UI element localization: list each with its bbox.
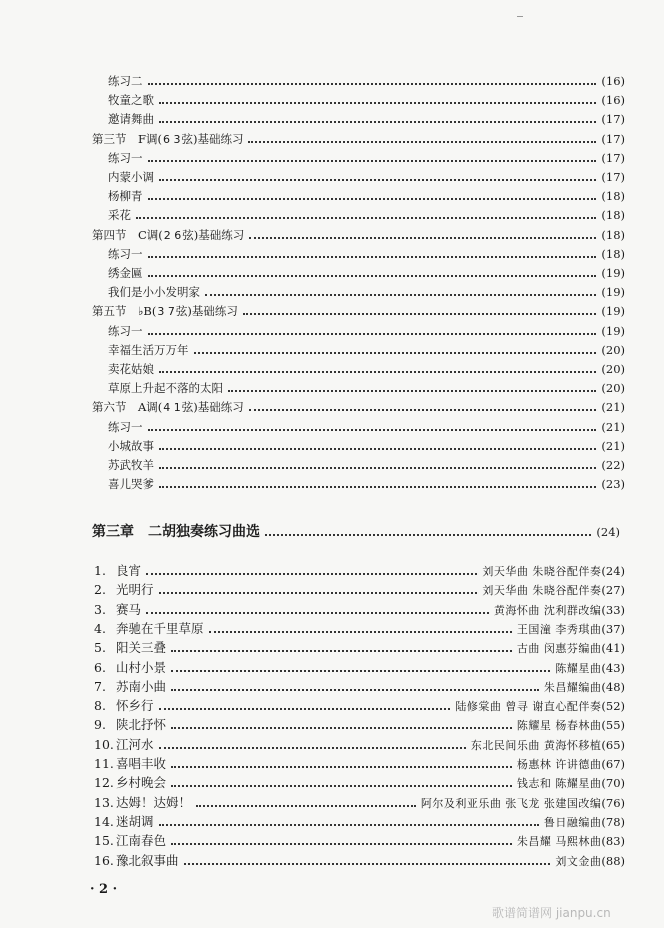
- piece-row: [94, 716, 625, 735]
- toc-entry-row: [108, 168, 625, 186]
- toc-entry-label: [92, 302, 238, 321]
- toc-entry-page: (16): [601, 74, 625, 88]
- piece-title: 光明行: [116, 582, 154, 598]
- leader-dots: [146, 611, 489, 614]
- toc-entry-label: 练习一: [108, 323, 143, 338]
- toc-entry-page: (17): [601, 150, 625, 165]
- leader-dots: [228, 389, 596, 392]
- piece-row: [94, 794, 625, 813]
- piece-number: 12.: [94, 775, 114, 791]
- piece-title: 江南春色: [116, 833, 167, 849]
- leader-dots: [184, 862, 551, 865]
- toc-entry-page: (16): [601, 93, 625, 108]
- piece-title: 苏南小曲: [116, 678, 167, 694]
- piece-title: 奔驰在千里草原: [116, 620, 204, 636]
- page-number: · 2 ·: [90, 882, 118, 897]
- piece-page: (33): [601, 602, 625, 617]
- chapter-title: 二胡独奏练习曲选: [148, 524, 260, 540]
- leader-dots: [159, 485, 596, 488]
- leader-dots: [159, 466, 596, 469]
- section-label-end: 弦)基础练习: [181, 400, 244, 415]
- toc-entry-page: (20): [601, 342, 625, 357]
- toc-entry-row: [108, 475, 625, 493]
- toc-entry-row: [108, 264, 625, 282]
- piece-page: (55): [601, 718, 625, 733]
- piece-number: 15.: [94, 833, 114, 849]
- piece-number: 7.: [94, 678, 106, 694]
- toc-entry-label: 邀请舞曲: [108, 112, 154, 127]
- toc-entry-row: [108, 245, 625, 263]
- section-label-start: 第六节 A调(: [92, 400, 163, 415]
- piece-row: [94, 601, 625, 620]
- toc-entry-page: (18): [601, 227, 625, 242]
- piece-number: 1.: [94, 563, 106, 578]
- leader-dots: [148, 159, 597, 162]
- toc-entry-label: [92, 226, 244, 245]
- toc-entry-row: [108, 91, 625, 109]
- section-label-end: 弦)基础练习: [175, 304, 238, 319]
- toc-entry-row: [108, 206, 625, 224]
- toc-entry-label: 卖花姑娘: [108, 362, 154, 376]
- leader-dots: [148, 274, 597, 277]
- toc-entry-label: 绣金匾: [108, 266, 143, 280]
- piece-page: (24): [601, 564, 625, 578]
- toc-entry-row: [108, 437, 625, 455]
- piece-credit: 陈耀星 杨春林曲: [516, 719, 602, 733]
- leader-dots: [171, 842, 512, 845]
- toc-entry-label: 我们是小小发明家: [108, 285, 200, 300]
- toc-entry-page: (21): [601, 438, 625, 453]
- piece-number: 5.: [94, 640, 106, 656]
- toc-entry-row: [108, 110, 625, 128]
- leader-dots: [159, 370, 596, 373]
- toc-entry-page: (19): [601, 285, 625, 300]
- toc-entry-label: 草原上升起不落的太阳: [108, 381, 223, 396]
- leader-dots: [171, 669, 550, 672]
- piece-number: 16.: [94, 852, 114, 868]
- scan-speck: [517, 16, 523, 17]
- toc-section-row: [92, 302, 625, 321]
- piece-credit: 鲁日融编曲: [543, 815, 602, 829]
- toc-entry-row: [108, 187, 625, 205]
- toc-entry-label: 内蒙小调: [108, 170, 154, 184]
- piece-page: (52): [601, 699, 625, 714]
- toc-entry-page: (18): [601, 208, 625, 223]
- piece-credit: 阿尔及利亚乐曲 张飞龙 张建国改编: [420, 796, 602, 810]
- piece-page: (43): [601, 660, 625, 675]
- piece-title: 豫北叙事曲: [116, 852, 179, 868]
- toc-entry-page: (18): [601, 189, 625, 204]
- leader-dots: [171, 784, 512, 787]
- toc-entry-label: 苏武牧羊: [108, 458, 154, 472]
- piece-page: (67): [601, 757, 625, 771]
- toc-entry-page: (19): [601, 266, 625, 280]
- leader-dots: [159, 823, 539, 826]
- toc-entry-page: (17): [601, 112, 625, 127]
- piece-page: (88): [601, 853, 625, 868]
- piece-row: [94, 581, 625, 600]
- toc-entry-page: (21): [601, 400, 625, 415]
- piece-credit: 刘文金曲: [555, 854, 602, 868]
- toc-section-row: [92, 130, 625, 149]
- leader-dots: [248, 140, 596, 143]
- piece-number: 3.: [94, 601, 106, 617]
- piece-number: 11.: [94, 756, 114, 771]
- leader-dots: [194, 351, 597, 354]
- toc-entry-page: (17): [601, 170, 625, 184]
- piece-title: 江河水: [116, 736, 154, 752]
- toc-entry-label: 练习一: [108, 246, 143, 261]
- piece-row: [94, 774, 625, 793]
- string-notes: 3 7: [157, 305, 175, 319]
- piece-credit: 黄海怀曲 沈利群改编: [493, 603, 602, 617]
- piece-credit: 王国潼 李秀琪曲: [516, 622, 602, 636]
- section-label-start: 第四节 C调(: [92, 227, 163, 242]
- toc-entry-row: [108, 360, 625, 378]
- piece-page: (48): [601, 679, 625, 694]
- piece-credit: 东北民间乐曲 黄海怀移植: [470, 738, 602, 752]
- piece-number: 9.: [94, 717, 106, 733]
- piece-title: 喜唱丰收: [116, 756, 167, 771]
- piece-row: [94, 659, 625, 678]
- leader-dots: [159, 447, 596, 450]
- section-label-end: 弦)基础练习: [182, 227, 245, 242]
- leader-dots: [205, 293, 596, 296]
- piece-page: (78): [601, 814, 625, 829]
- section-label-end: 弦)基础练习: [181, 131, 244, 146]
- leader-dots: [196, 804, 416, 807]
- leader-dots: [265, 533, 591, 536]
- toc-entry-page: (17): [601, 131, 625, 146]
- piece-title: 山村小景: [116, 659, 167, 675]
- leader-dots: [148, 332, 597, 335]
- leader-dots: [159, 746, 466, 749]
- piece-row: [94, 639, 625, 658]
- piece-row: [94, 620, 625, 639]
- toc-entry-label: 喜儿哭爹: [108, 477, 154, 492]
- toc-entry-row: [108, 149, 625, 167]
- leader-dots: [171, 688, 539, 691]
- leader-dots: [249, 236, 596, 239]
- toc-entry-label: 练习一: [108, 150, 143, 165]
- piece-credit: 杨惠林 许讲德曲: [516, 758, 602, 771]
- toc-entry-page: (18): [601, 246, 625, 261]
- piece-page: (65): [601, 737, 625, 752]
- toc-entry-row: [108, 418, 625, 436]
- toc-entry-page: (23): [601, 477, 625, 492]
- piece-title: 迷胡调: [116, 813, 154, 829]
- piece-credit: 古曲 闵惠芬编曲: [516, 642, 602, 656]
- string-notes: 4 1: [163, 401, 181, 415]
- piece-credit: 朱昌耀 马熙林曲: [516, 835, 602, 849]
- piece-number: 10.: [94, 736, 114, 752]
- piece-title: 赛马: [116, 601, 142, 617]
- piece-title: 良宵: [116, 563, 142, 578]
- piece-title: 乡村晚会: [116, 775, 167, 791]
- piece-page: (70): [601, 776, 625, 791]
- piece-row: [94, 697, 625, 716]
- leader-dots: [159, 178, 596, 181]
- toc-entry-row: [108, 379, 625, 397]
- string-notes: 2 6: [163, 228, 182, 242]
- piece-number: 6.: [94, 659, 106, 675]
- toc-entry-page: (19): [601, 304, 625, 319]
- piece-number: 8.: [94, 698, 106, 714]
- toc-entry-page: (22): [601, 458, 625, 472]
- toc-entry-label: 杨柳青: [108, 189, 143, 204]
- toc-section-row: [92, 398, 625, 417]
- piece-row: [94, 813, 625, 832]
- toc-entry-page: (21): [601, 419, 625, 434]
- toc-entry-row: [108, 322, 625, 340]
- leader-dots: [146, 572, 477, 575]
- toc-entry-page: (19): [601, 323, 625, 338]
- piece-credit: 朱昌耀编曲: [543, 680, 602, 694]
- piece-page: (41): [601, 641, 625, 656]
- chapter-number: 第三章: [92, 524, 134, 540]
- piece-page: (37): [601, 621, 625, 636]
- leader-dots: [209, 630, 512, 633]
- toc-entry-label: 牧童之歌: [108, 93, 154, 108]
- piece-page: (83): [601, 834, 625, 849]
- string-notes: 6 3: [162, 132, 181, 146]
- section-label-start: 第三节 F调(: [92, 131, 162, 146]
- piece-row: [94, 852, 625, 871]
- piece-title: 阳关三叠: [116, 640, 167, 656]
- piece-title: 怀乡行: [116, 698, 154, 714]
- piece-credit: 刘天华曲 朱晓谷配伴奏: [482, 565, 602, 578]
- toc-entry-row: [108, 341, 625, 359]
- toc-entry-label: 练习一: [108, 419, 143, 434]
- piece-credit: 钱志和 陈耀星曲: [516, 777, 602, 791]
- piece-title: 达姆！达姆！: [116, 794, 192, 810]
- toc-entry-row: [108, 456, 625, 474]
- toc-entry-label: 幸福生活万万年: [108, 342, 189, 357]
- toc-entry-label: 采花: [108, 208, 131, 223]
- toc-section-row: [92, 226, 625, 245]
- piece-row: [94, 832, 625, 851]
- piece-page: (27): [601, 583, 625, 598]
- toc-entry-row: [108, 283, 625, 301]
- leader-dots: [159, 120, 596, 123]
- leader-dots: [159, 101, 596, 104]
- toc-entry-label: [92, 398, 244, 417]
- leader-dots: [171, 649, 512, 652]
- leader-dots: [148, 197, 597, 200]
- piece-number: 13.: [94, 794, 114, 810]
- piece-number: 2.: [94, 582, 106, 598]
- piece-row: [94, 678, 625, 697]
- chapter-heading: [92, 523, 620, 541]
- leader-dots: [159, 591, 478, 594]
- piece-title: 陕北抒怀: [116, 717, 167, 733]
- piece-row: [94, 755, 625, 774]
- leader-dots: [243, 312, 597, 315]
- piece-page: (76): [601, 795, 625, 810]
- toc-entry-label: 小城故事: [108, 438, 154, 453]
- leader-dots: [249, 408, 597, 411]
- toc-entry-label: [92, 130, 243, 149]
- watermark: 歌谱简谱网 jianpu.cn: [492, 906, 611, 920]
- leader-dots: [148, 255, 597, 258]
- section-label-start: 第五节 ♭B(: [92, 304, 157, 319]
- toc-entry-row: [108, 72, 625, 90]
- piece-row: [94, 736, 625, 755]
- leader-dots: [159, 707, 451, 710]
- toc-entry-label: 练习二: [108, 74, 143, 88]
- leader-dots: [171, 726, 512, 729]
- piece-number: 14.: [94, 813, 114, 829]
- leader-dots: [136, 216, 596, 219]
- toc-entry-page: (20): [601, 362, 625, 376]
- piece-credit: 陈耀星曲: [555, 661, 602, 675]
- piece-number: 4.: [94, 620, 106, 636]
- leader-dots: [148, 428, 597, 431]
- piece-credit: 刘天华曲 朱晓谷配伴奏: [482, 584, 602, 598]
- leader-dots: [148, 82, 597, 85]
- toc-entry-page: (20): [601, 381, 625, 396]
- leader-dots: [171, 765, 512, 768]
- piece-row: [94, 562, 625, 581]
- piece-credit: 陆修棠曲 曾寻 谢直心配伴奏: [455, 700, 602, 714]
- chapter-page: (24): [596, 525, 620, 539]
